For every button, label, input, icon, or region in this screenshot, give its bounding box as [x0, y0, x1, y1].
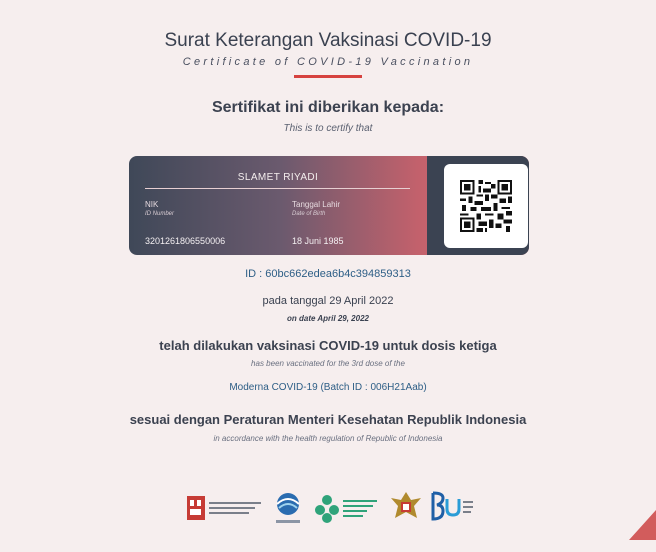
certificate-subtitle: Certificate of COVID-19 Vaccination [182, 56, 474, 68]
ministry-crest-icon [185, 490, 265, 526]
vaccination-statement-en: has been vaccinated for the 3rd dose of the [251, 359, 405, 368]
nik-label: NIK [145, 200, 159, 209]
regulation-statement-en: in accordance with the health regulation of Republic of Indonesia [213, 434, 443, 443]
garuda-icon [389, 488, 423, 526]
nik-value: 3201261806550006 [145, 236, 226, 246]
kominfo-logo-icon [271, 490, 305, 526]
qr-code-icon [460, 180, 512, 232]
nik-label-en: ID Number [145, 211, 175, 217]
qr-code[interactable] [444, 164, 528, 248]
regulation-statement: sesuai dengan Peraturan Menteri Kesehatan Republik Indonesia [129, 412, 527, 427]
name-underline [145, 188, 410, 189]
qr-panel [427, 156, 529, 255]
vaccine-batch: Moderna COVID-19 (Batch ID : 006H21Aab) [229, 382, 427, 393]
holder-name: SLAMET RIYADI [237, 172, 319, 183]
kemenkes-logo-icon [313, 490, 381, 526]
dob-label-en: Date of Birth [292, 211, 326, 217]
holder-card [129, 156, 529, 255]
title-divider [294, 75, 362, 78]
vaccination-statement: telah dilakukan vaksinasi COVID-19 untuk dosis ketiga [159, 338, 497, 353]
dob-value: 18 Juni 1985 [292, 236, 344, 246]
corner-decoration [629, 510, 656, 540]
bumn-logo-icon [429, 489, 475, 525]
given-to-heading: Sertifikat ini diberikan kepada: [211, 99, 445, 116]
certificate-id: ID : 60bc662edea6b4c394859313 [245, 268, 411, 280]
vaccination-date-en: on date April 29, 2022 [287, 314, 369, 323]
vaccination-date: pada tanggal 29 April 2022 [262, 295, 394, 307]
dob-label: Tanggal Lahir [292, 200, 341, 209]
certificate-title: Surat Keterangan Vaksinasi COVID-19 [164, 30, 492, 51]
certify-subheading: This is to certify that [283, 123, 373, 134]
